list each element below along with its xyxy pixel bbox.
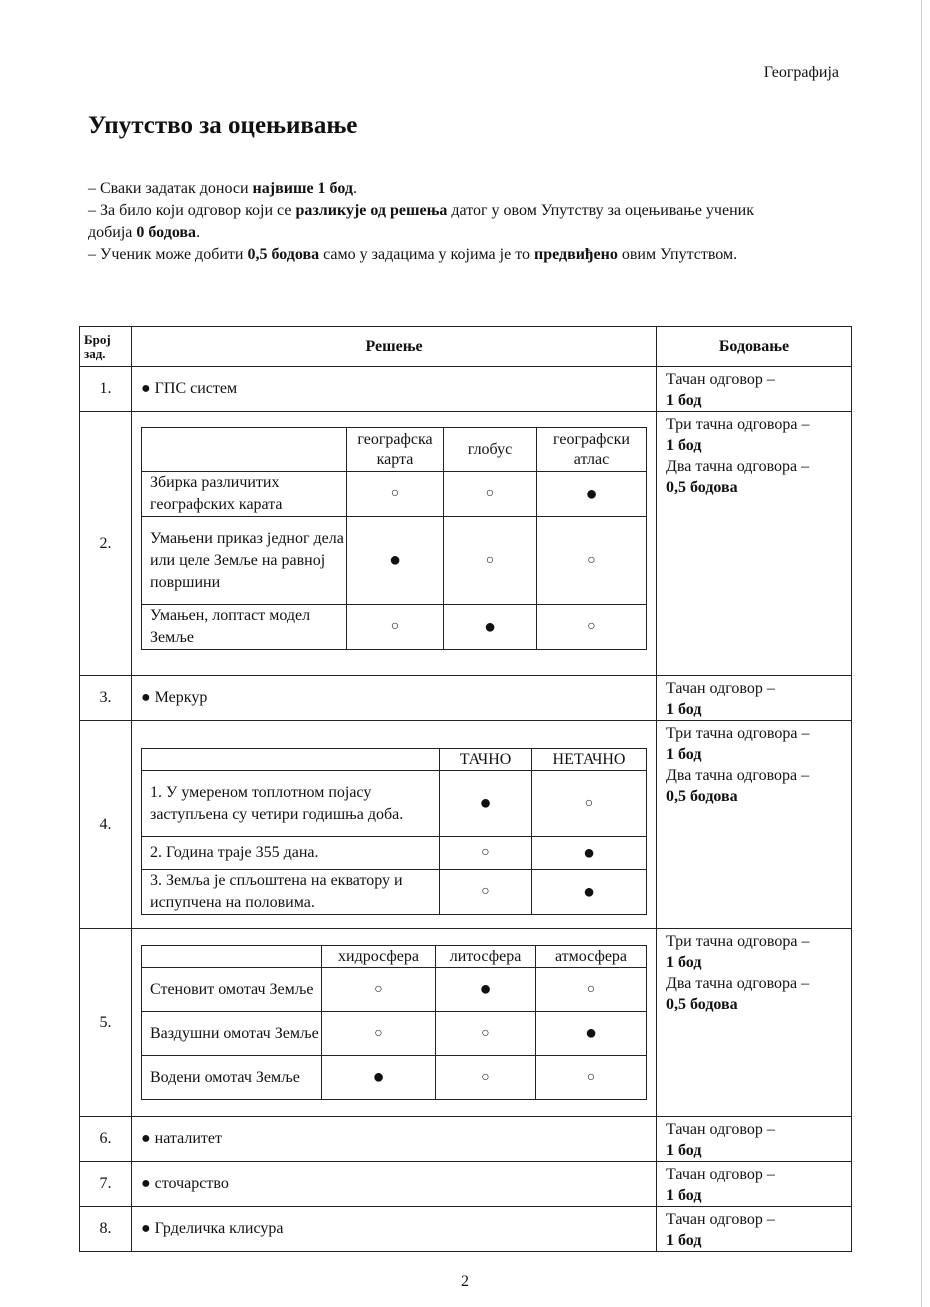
grid-row [142,1056,647,1100]
task-scoring [657,1162,852,1207]
grid-header-row [142,749,647,771]
grid-column-header: литосфера [436,946,536,968]
instruction-2 [88,200,788,244]
task-scoring [657,929,852,1117]
grid-corner [142,946,322,968]
grid-row [142,968,647,1012]
scoring-full-points: 1 бод [666,954,702,971]
instruction-emphasis: разликује од решења [295,202,448,219]
task-number: 8. [80,1207,132,1252]
task-answer: ● Грделичка клисура [132,1207,657,1252]
scoring-partial-points: 0,5 бодова [666,788,738,805]
instruction-emphasis: 0,5 бодова [247,246,320,263]
scoring-partial-text: Два тачна одговора – [666,767,810,784]
incorrect-mark: ○ [444,472,537,517]
grid-column-header: атмосфера [536,946,647,968]
incorrect-mark: ○ [440,870,532,915]
task-row-4 [80,721,852,929]
scoring-text: Тачан одговор – [666,371,775,388]
task-solution [132,929,657,1117]
grid-column-header: ТАЧНО [440,749,532,771]
answer-grid [141,427,647,650]
correct-mark: ● [532,870,647,915]
correct-mark: ● [536,1012,647,1056]
page-number: 2 [461,1273,469,1290]
task-answer: ● ГПС систем [132,367,657,412]
grid-row-label: 3. Земља је спљоштена на екватору и испупчена на половима. [142,870,440,915]
scoring-partial-text: Два тачна одговора – [666,975,810,992]
subject-header: Географија [763,64,839,81]
instruction-text: – За било који одговор који се [88,202,296,219]
grid-corner [142,749,440,771]
correct-mark: ● [532,837,647,870]
task-answer: ● сточарство [132,1162,657,1207]
scoring-text: Тачан одговор – [666,1166,775,1183]
correct-mark: ● [537,472,647,517]
instruction-emphasis: највише 1 бод [252,180,353,197]
task-scoring [657,412,852,676]
grid-row [142,870,647,915]
task-solution [132,721,657,929]
task-number: 6. [80,1117,132,1162]
instruction-text: . [196,224,201,241]
task-number: 1. [80,367,132,412]
scoring-full-text: Три тачна одговора – [666,725,810,742]
task-answer: ● Меркур [132,676,657,721]
task-row-1 [80,367,852,412]
task-answer: ● наталитет [132,1117,657,1162]
correct-mark: ● [436,968,536,1012]
incorrect-mark: ○ [436,1056,536,1100]
grid-row-label: Збирка различитих географских карата [142,472,347,517]
scoring-points: 1 бод [666,1187,702,1204]
grid-row-label: Водени омотач Земље [142,1056,322,1100]
instruction-1 [88,178,788,200]
instruction-3 [88,244,788,266]
page-edge [921,0,922,1307]
incorrect-mark: ○ [322,968,436,1012]
scoring-partial-points: 0,5 бодова [666,996,738,1013]
task-scoring [657,721,852,929]
incorrect-mark: ○ [444,517,537,605]
grid-column-header: НЕТАЧНО [532,749,647,771]
incorrect-mark: ○ [537,605,647,650]
scoring-full-points: 1 бод [666,437,702,454]
task-number: 4. [80,721,132,929]
incorrect-mark: ○ [347,605,444,650]
grading-table [79,326,852,1252]
grid-row-label: Умањени приказ једног дела или целе Земље на равној површини [142,517,347,605]
instruction-text: – Ученик може добити [88,246,248,263]
scoring-points: 1 бод [666,1142,702,1159]
instruction-emphasis: предвиђено [533,246,618,263]
header-scoring: Бодовање [657,327,852,367]
task-row-7 [80,1162,852,1207]
grid-row [142,517,647,605]
grid-column-header: географска карта [347,428,444,472]
task-row-5 [80,929,852,1117]
task-scoring [657,1207,852,1252]
incorrect-mark: ○ [536,968,647,1012]
scoring-full-text: Три тачна одговора – [666,933,810,950]
incorrect-mark: ○ [537,517,647,605]
grid-row-label: Ваздушни омотач Земље [142,1012,322,1056]
instruction-emphasis: 0 бодова [136,224,197,241]
scoring-full-points: 1 бод [666,746,702,763]
instructions [88,178,788,266]
task-number: 7. [80,1162,132,1207]
scoring-points: 1 бод [666,1232,702,1249]
scoring-text: Тачан одговор – [666,1211,775,1228]
incorrect-mark: ○ [347,472,444,517]
grid-column-header: географски атлас [537,428,647,472]
instruction-text: овим Упутством. [617,246,738,263]
scoring-points: 1 бод [666,392,702,409]
grid-column-header: глобус [444,428,537,472]
scoring-text: Тачан одговор – [666,680,775,697]
scoring-full-text: Три тачна одговора – [666,416,810,433]
task-row-6 [80,1117,852,1162]
task-number: 5. [80,929,132,1117]
scoring-partial-points: 0,5 бодова [666,479,738,496]
task-scoring [657,1117,852,1162]
header-solution: Решење [132,327,657,367]
grid-row [142,771,647,837]
grid-row [142,472,647,517]
scoring-partial-text: Два тачна одговора – [666,458,810,475]
grid-row-label: 1. У умереном топлотном појасу заступљена су четири годишња доба. [142,771,440,837]
grid-row [142,605,647,650]
task-number: 3. [80,676,132,721]
table-header-row [80,327,852,367]
correct-mark: ● [347,517,444,605]
correct-mark: ● [322,1056,436,1100]
page-title: Упутство за оцењивање [88,112,358,139]
incorrect-mark: ○ [532,771,647,837]
correct-mark: ● [444,605,537,650]
incorrect-mark: ○ [536,1056,647,1100]
instruction-text: датог у овом Упутству за оцењивање ученик добија [88,202,754,241]
task-row-2 [80,412,852,676]
grid-row [142,837,647,870]
instruction-text: . [352,180,357,197]
task-scoring [657,367,852,412]
scoring-points: 1 бод [666,701,702,718]
instruction-text: само у задацима у којима је то [319,246,534,263]
grid-corner [142,428,347,472]
incorrect-mark: ○ [440,837,532,870]
task-number: 2. [80,412,132,676]
task-solution [132,412,657,676]
task-row-8 [80,1207,852,1252]
header-task-number: Број зад. [80,327,132,367]
scoring-text: Тачан одговор – [666,1121,775,1138]
grid-row-label: Умањен, лоптаст модел Земље [142,605,347,650]
instruction-text: – Сваки задатак доноси [88,180,253,197]
grid-header-row [142,946,647,968]
grid-header-row [142,428,647,472]
answer-grid [141,945,647,1100]
correct-mark: ● [440,771,532,837]
incorrect-mark: ○ [322,1012,436,1056]
grid-column-header: хидросфера [322,946,436,968]
grid-row-label: Стеновит омотач Земље [142,968,322,1012]
incorrect-mark: ○ [436,1012,536,1056]
grid-row [142,1012,647,1056]
answer-grid [141,748,647,915]
task-scoring [657,676,852,721]
grid-row-label: 2. Година траје 355 дана. [142,837,440,870]
task-row-3 [80,676,852,721]
